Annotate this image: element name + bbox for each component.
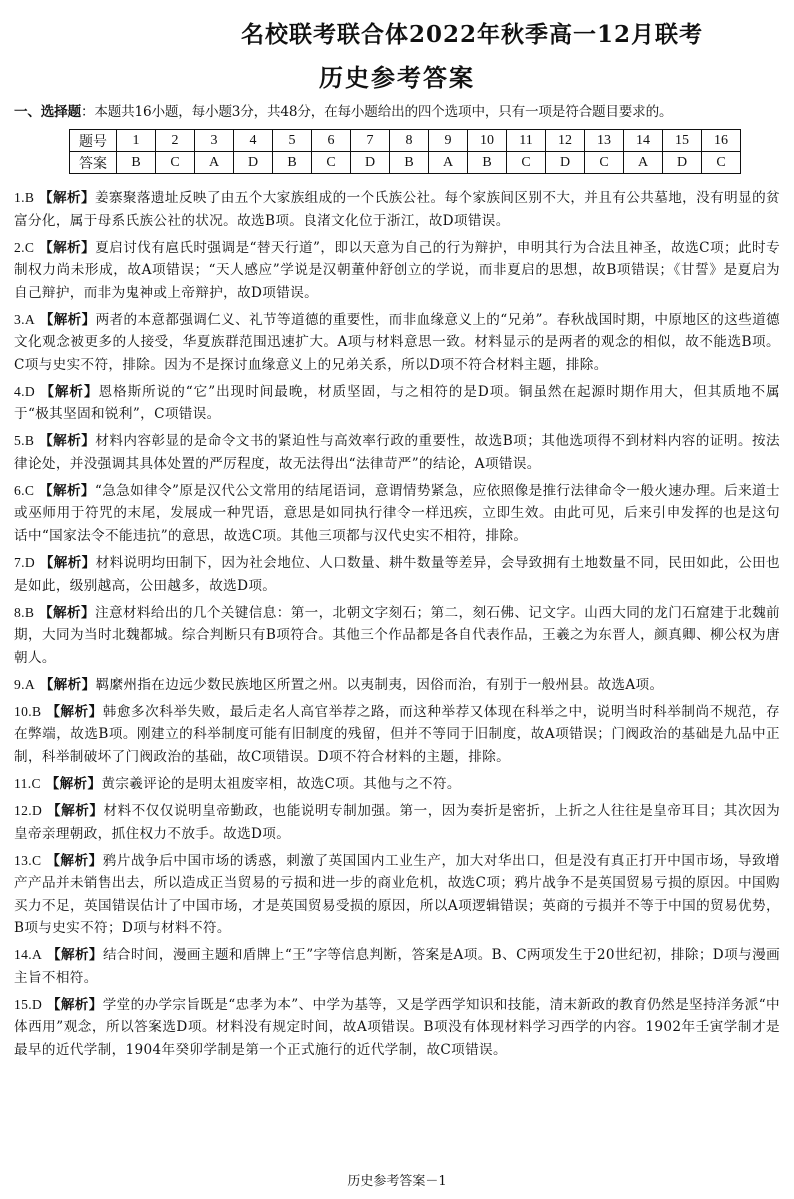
item-number: 3.A bbox=[14, 311, 36, 327]
question-number-cell: 8 bbox=[390, 130, 429, 152]
item-number: 14.A bbox=[14, 947, 43, 963]
explanation-item bbox=[14, 850, 780, 940]
answer-cell: D bbox=[234, 152, 273, 174]
answer-cell: B bbox=[468, 152, 507, 174]
explanation-item bbox=[14, 552, 780, 597]
question-number-cell: 2 bbox=[156, 130, 195, 152]
item-number: 8.B bbox=[14, 604, 35, 620]
answer-cell: C bbox=[156, 152, 195, 174]
answer-table bbox=[69, 129, 741, 174]
exam-title: 名校联考联合体2022年秋季高一12月联考 bbox=[240, 21, 704, 48]
question-number-cell: 16 bbox=[702, 130, 741, 152]
answer-cell: A bbox=[429, 152, 468, 174]
analysis-text: 材料内容彰显的是命令文书的紧迫性与高效率行政的重要性，故选B项；其他选项得不到材料内容的证明。按法律论处，并没强调其具体处置的严厉程度，故无法得出“法律苛严”的结论，A项错误。 bbox=[14, 433, 780, 472]
analysis-text: 材料不仅仅说明皇帝勤政，也能说明专制加强。第一，因为奏折是密折，上折之人往往是皇帝耳目；其次因为皇帝亲理朝政，抓住权力不放手。故选D项。 bbox=[14, 803, 781, 842]
explanation-item bbox=[14, 800, 780, 845]
analysis-tag: 【解析】 bbox=[46, 703, 103, 720]
explanation-item bbox=[14, 187, 780, 232]
question-number-cell: 13 bbox=[585, 130, 624, 152]
question-number-cell: 14 bbox=[624, 130, 663, 152]
analysis-tag: 【解析】 bbox=[39, 311, 96, 328]
answer-cell: A bbox=[624, 152, 663, 174]
analysis-tag: 【解析】 bbox=[46, 996, 103, 1013]
question-number-cell: 12 bbox=[546, 130, 585, 152]
explanation-item bbox=[14, 994, 780, 1062]
item-number: 15.D bbox=[14, 996, 43, 1012]
analysis-text: 结合时间，漫画主题和盾牌上“王”字等信息判断，答案是A项。B、C两项发生于20世纪初，排除；D项与漫画主旨不相符。 bbox=[14, 947, 781, 986]
section-instructions: ：本题共16小题，每小题3分，共48分，在每小题给出的四个选项中，只有一项是符合题目要求的。 bbox=[80, 104, 673, 120]
item-number: 11.C bbox=[14, 775, 41, 791]
item-number: 13.C bbox=[14, 852, 42, 868]
explanation-item bbox=[14, 944, 780, 989]
item-number: 9.A bbox=[14, 676, 36, 692]
analysis-text: 材料说明均田制下，因为社会地位、人口数量、耕牛数量等差异，会导致拥有土地数量不同，民田如此，公田也是如此，级别越高，公田越多，故选D项。 bbox=[14, 555, 780, 594]
analysis-text: 姜寨聚落遗址反映了由五个大家族组成的一个氏族公社。每个家族间区别不大，并且有公共墓地，没有明显的贫富分化，属于母系氏族公社的状况。故选B项。良渚文化位于浙江，故D项错误。 bbox=[14, 190, 781, 229]
document-title: 历史参考答案 bbox=[319, 63, 475, 92]
analysis-text: 鸦片战争后中国市场的诱惑，刺激了英国国内工业生产，加大对华出口，但是没有真正打开中国市场，导致增产产品并未销售出去，所以造成正当贸易的亏损和进一步的商业危机，故选C项；鸦片战争不是英国贸易亏损的原因。中国购买力不足，英国错误估计了中国市场，才是英国贸易受损的原因，所以A项逻辑错误；英商的亏损并不等于中国的贸易优势，B项与史实不符；D项与材料不符。 bbox=[14, 852, 780, 937]
analysis-tag: 【解析】 bbox=[45, 775, 102, 792]
analysis-tag: 【解析】 bbox=[46, 852, 103, 869]
analysis-text: 羁縻州指在边远少数民族地区所置之州。以夷制夷，因俗而治，有别于一般州县。故选A项。 bbox=[95, 676, 664, 693]
question-number-cell: 1 bbox=[117, 130, 156, 152]
item-number: 7.D bbox=[14, 555, 36, 571]
answer-cell: D bbox=[663, 152, 702, 174]
answer-table-number-row bbox=[70, 130, 741, 152]
analysis-text: 韩愈多次科举失败，最后走名人高官举荐之路，而这种举荐又体现在科举之中，说明当时科举制尚不规范，存在弊端，故选B项。刚建立的科举制度可能有旧制度的残留，但并不等同于旧制度，故A项错误；门阀政治的基础是九品中正制，科举制破坏了门阀政治的基础，故C项错误。D项不符合材料的主题，排除。 bbox=[14, 703, 780, 765]
section-heading bbox=[14, 100, 784, 120]
analysis-text: “急急如律令”原是汉代公文常用的结尾语词，意谓情势紧急，应依照像是推行法律命令一般火速办理。后来道士或巫师用于符咒的末尾，发展成一种咒语，意思是如同执行律令一样迅疾，立即生效。由此可见，后来引申发挥的也是这句话中“国家法令不能违抗”的意思，故选C项。其他三项都与汉代史实不相符，排除。 bbox=[14, 482, 780, 544]
analysis-tag: 【解析】 bbox=[40, 383, 99, 400]
explanation-item bbox=[14, 674, 780, 697]
analysis-tag: 【解析】 bbox=[39, 190, 95, 206]
analysis-tag: 【解析】 bbox=[46, 947, 103, 964]
answer-cell: C bbox=[507, 152, 546, 174]
row-label-answer: 答案 bbox=[70, 152, 117, 174]
question-number-cell: 3 bbox=[195, 130, 234, 152]
analysis-text: 两者的本意都强调仁义、礼节等道德的重要性，而非血缘意义上的“兄弟”。春秋战国时期，中原地区的这些道德文化观念被更多的人接受，华夏族群范围迅速扩大。A项与材料意思一致。材料显示的是两者的观念的相似，故不能选B项。C项与史实不符，排除。因为不是探讨血缘意义上的兄弟关系，所以D项不符合材料主题，排除。 bbox=[14, 311, 780, 373]
answer-cell: D bbox=[546, 152, 585, 174]
analysis-tag: 【解析】 bbox=[39, 676, 96, 693]
explanation-item bbox=[14, 237, 780, 305]
explanation-list bbox=[14, 187, 780, 1066]
question-number-cell: 7 bbox=[351, 130, 390, 152]
answer-cell: C bbox=[312, 152, 351, 174]
item-number: 5.B bbox=[14, 433, 35, 449]
answer-table-answer-row bbox=[70, 152, 741, 174]
item-number: 10.B bbox=[14, 703, 42, 719]
question-number-cell: 4 bbox=[234, 130, 273, 152]
answer-cell: C bbox=[702, 152, 741, 174]
section-label: 一、选择题 bbox=[14, 104, 81, 120]
explanation-item bbox=[14, 701, 780, 769]
item-number: 2.C bbox=[14, 239, 35, 255]
question-number-cell: 9 bbox=[429, 130, 468, 152]
analysis-text: 黄宗羲评论的是明太祖废宰相，故选C项。其他与之不符。 bbox=[101, 775, 461, 792]
answer-cell: C bbox=[585, 152, 624, 174]
item-number: 4.D bbox=[14, 383, 36, 399]
explanation-item bbox=[14, 773, 780, 796]
question-number-cell: 5 bbox=[273, 130, 312, 152]
item-number: 12.D bbox=[14, 803, 43, 819]
analysis-text: 恩格斯所说的“它”出现时间最晚，材质坚固，与之相符的是D项。铜虽然在起源时期作用大，但其质地不属于“极其坚固和锐利”，C项错误。 bbox=[14, 383, 780, 423]
answer-cell: A bbox=[195, 152, 234, 174]
explanation-item bbox=[14, 381, 780, 426]
question-number-cell: 15 bbox=[663, 130, 702, 152]
analysis-tag: 【解析】 bbox=[39, 604, 95, 621]
answer-cell: B bbox=[390, 152, 429, 174]
analysis-text: 注意材料给出的几个关键信息：第一，北朝文字刻石；第二，刻石佛、记文字。山西大同的龙门石窟建于北魏前期，大同为当时北魏都城。综合判断只有B项符合。其他三个作品都是各自代表作品，王羲之为东晋人，颜真卿、柳公权为唐朝人。 bbox=[14, 604, 781, 666]
analysis-tag: 【解析】 bbox=[39, 433, 96, 450]
explanation-item bbox=[14, 430, 780, 475]
item-number: 6.C bbox=[14, 482, 35, 498]
answer-cell: B bbox=[117, 152, 156, 174]
analysis-tag: 【解析】 bbox=[39, 239, 96, 256]
explanation-item bbox=[14, 309, 780, 377]
page-footer: 历史参考答案－1 bbox=[347, 1174, 447, 1189]
answer-cell: D bbox=[351, 152, 390, 174]
row-label-number: 题号 bbox=[70, 130, 117, 152]
analysis-tag: 【解析】 bbox=[39, 555, 96, 572]
item-number: 1.B bbox=[14, 190, 35, 205]
question-number-cell: 6 bbox=[312, 130, 351, 152]
answer-cell: B bbox=[273, 152, 312, 174]
analysis-tag: 【解析】 bbox=[39, 482, 95, 499]
question-number-cell: 11 bbox=[507, 130, 546, 152]
explanation-item bbox=[14, 480, 780, 548]
explanation-item bbox=[14, 602, 780, 670]
analysis-text: 夏启讨伐有扈氏时强调是“替天行道”，即以天意为自己的行为辩护，申明其行为合法且神圣，故选C项；此时专制权力尚未形成，故A项错误；“天人感应”学说是汉朝董仲舒创立的学说，而非夏启的思想，故B项错误；《甘誓》是夏启为自己辩护，而非为鬼神或上帝辩护，故D项错误。 bbox=[14, 239, 781, 301]
question-number-cell: 10 bbox=[468, 130, 507, 152]
analysis-tag: 【解析】 bbox=[47, 803, 104, 820]
analysis-text: 学堂的办学宗旨既是“忠孝为本”、中学为基等，又是学西学知识和技能，清末新政的教育仍然是坚持洋务派“中体西用”观念，所以答案选D项。材料没有规定时间，故A项错误。B项没有体现材料学习西学的内容。1902年壬寅学制才是最早的近代学制，1904年癸卯学制是第一个正式施行的近代学制，故C项错误。 bbox=[14, 996, 780, 1058]
